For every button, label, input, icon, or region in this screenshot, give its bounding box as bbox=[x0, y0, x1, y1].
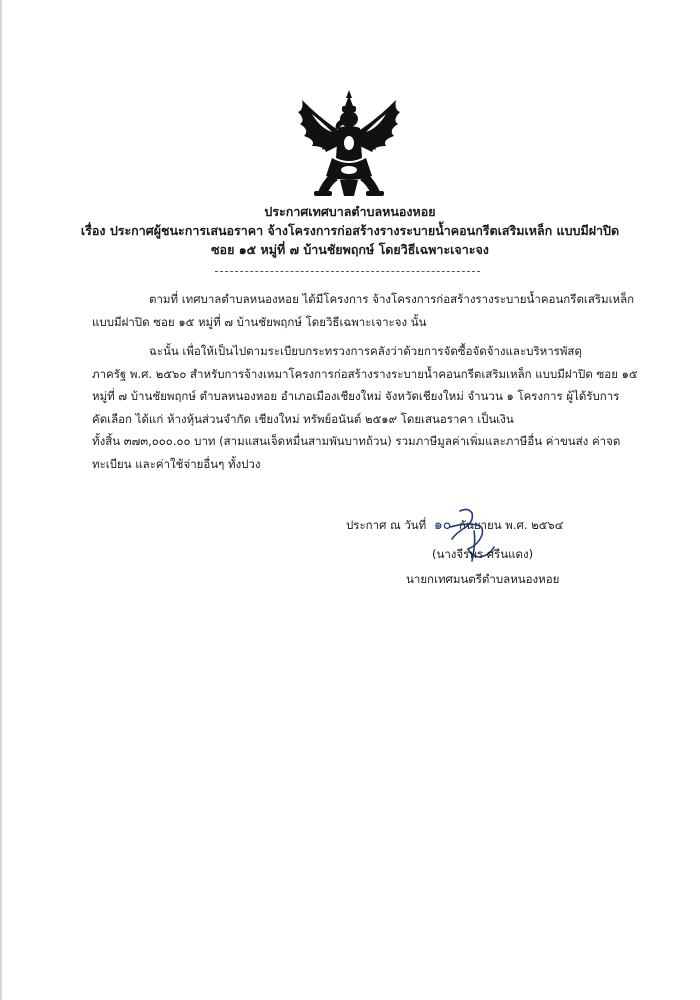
paragraph-background bbox=[92, 288, 635, 333]
announce-suffix: กันยายน พ.ศ. ๒๕๖๔ bbox=[459, 518, 564, 532]
subject-line-1: เรื่อง ประกาศผู้ชนะการเสนอราคา จ้างโครงการก่อสร้างรางระบายน้ำคอนกรีตเสริมเหล็ก แบบมีฝาปิด bbox=[80, 223, 620, 238]
document-header bbox=[60, 202, 640, 259]
scan-edge-shadow bbox=[0, 0, 3, 1000]
announce-day-handwritten: ๑๐ bbox=[433, 517, 452, 533]
header-divider bbox=[215, 271, 480, 272]
signer-name: (นางจีรพร ศรีนแดง) bbox=[432, 547, 534, 561]
paragraph-line: คัดเลือก ได้แก่ ห้างหุ้นส่วนจำกัด เชียงใหม่ ทรัพย์อนันต์ ๒๕๑๙ โดยเสนอราคา เป็นเงิน bbox=[92, 411, 514, 426]
paragraph-award bbox=[92, 340, 638, 475]
announce-prefix: ประกาศ ณ วันที่ bbox=[346, 518, 427, 532]
paragraph-line: แบบมีฝาปิด ซอย ๑๕ หมู่ที่ ๗ บ้านชัยพฤกษ์ โดยวิธีเฉพาะเจาะจง นั้น bbox=[92, 314, 427, 329]
garuda-emblem-icon bbox=[292, 88, 406, 200]
org-title: ประกาศเทศบาลตำบลหนองหอย bbox=[264, 204, 436, 219]
subject-line-2: ซอย ๑๕ หมู่ที่ ๗ บ้านชัยพฤกษ์ โดยวิธีเฉพาะเจาะจง bbox=[211, 242, 489, 257]
paragraph-line: ฉะนั้น เพื่อให้เป็นไปตามระเบียบกระทรวงการคลังว่าด้วยการจัดซื้อจัดจ้างและบริหารพัสดุ bbox=[149, 344, 582, 358]
paragraph-line: หมู่ที่ ๗ บ้านชัยพฤกษ์ ตำบลหนองหอย อำเภอเมืองเชียงใหม่ จังหวัดเชียงใหม่ จำนวน ๑ โครงการ ผู้ได้รับการ bbox=[92, 389, 620, 403]
paragraph-line: ทั้งสิ้น ๓๗๓,๐๐๐.๐๐ บาท (สามแสนเจ็ดหมื่นสามพันบาทถ้วน) รวมภาษีมูลค่าเพิ่มและภาษีอื่น ค่าขนส่ง ค่าจด bbox=[92, 434, 621, 448]
signer-position: นายกเทศมนตรีตำบลหนองหอย bbox=[406, 572, 560, 586]
paragraph-line: ตามที่ เทศบาลตำบลหนองหอย ได้มีโครงการ จ้างโครงการก่อสร้างรางระบายน้ำคอนกรีตเสริมเหล็ก bbox=[149, 292, 635, 306]
paragraph-line: ทะเบียน และค่าใช้จ่ายอื่นๆ ทั้งปวง bbox=[92, 456, 261, 471]
paragraph-line: ภาครัฐ พ.ศ. ๒๕๖๐ สำหรับการจ้างเหมาโครงการก่อสร้างรางระบายน้ำคอนกรีตเสริมเหล็ก แบบมีฝาปิด ซอย ๑๕ bbox=[92, 366, 638, 381]
